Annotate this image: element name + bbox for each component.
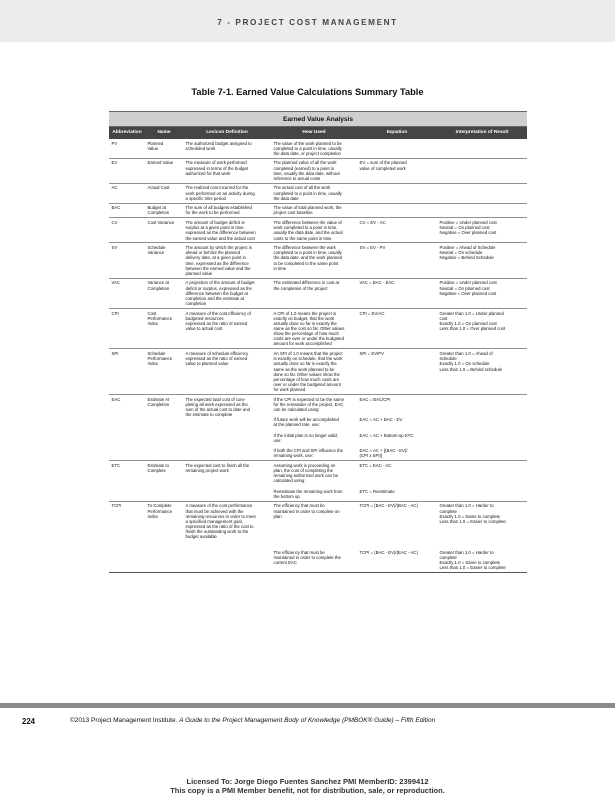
table-cell: The amount by which the project is ahead or behind the planned delivery date, at a given point in time, expressed as the difference between the earned value and the planned value	[183, 243, 271, 278]
table-cell: A measure of the cost performance that must be achieved with the remaining resources in order to meet a specified management goal, expressed as the ratio of the cost to finish the outstanding work to the budget available	[183, 501, 271, 572]
table-cell: The expected cost to finish all the remaining project work	[183, 461, 271, 501]
earned-value-table	[109, 111, 527, 573]
table-cell: SV = EV - PV	[357, 243, 437, 278]
column-header: Equation	[357, 127, 437, 139]
table-cell: CPI = EV/AC	[357, 308, 437, 348]
table-cell	[437, 139, 527, 158]
column-header: How Used	[271, 127, 357, 139]
table-cell: CV	[109, 218, 145, 243]
table-header-row	[109, 127, 527, 139]
page-number: 224	[22, 717, 36, 726]
table-cell: EAC	[109, 395, 145, 461]
table-cell: Schedule Performance Index	[145, 349, 183, 395]
table-cell: A projection of the amount of budget deficit or surplus, expressed as the difference between the budget at completion and the estimate at completion	[183, 278, 271, 308]
table-cell	[437, 395, 527, 461]
table-row	[109, 139, 527, 158]
table-cell: Greater than 1.0 = Ahead of schedule Exactly 1.0 = On schedule Less than 1.0 = Behind schedule	[437, 349, 527, 395]
table-title: Table 7-1. Earned Value Calculations Summary Table	[191, 87, 424, 97]
table-cell: The estimated difference in cost at the completion of the project	[271, 278, 357, 308]
license-line-2: This copy is a PMI Member benefit, not for distribution, sale, or reproduction.	[170, 786, 445, 795]
table-cell: Assuming work is proceeding on plan, the cost of completing the remaining authorized work can be calculated using: Reestimate the remaining work from the bottom up	[271, 461, 357, 501]
table-row	[109, 501, 527, 572]
column-header: Lexicon Definition	[183, 127, 271, 139]
table-cell: The value of total planned work, the project cost baseline	[271, 203, 357, 218]
table-cell: The actual cost of all the work completed to a point in time, usually the data date	[271, 183, 357, 203]
table-cell: An SPI of 1.0 means that the project is exactly on schedule, that the work actually done so far is exactly the same as the work planned to be done so far. Other values show the percentage of how much costs are over or under the budgeted amount for work planned	[271, 349, 357, 395]
table-cell: PV	[109, 139, 145, 158]
table-cell: Budget at Completion	[145, 203, 183, 218]
table-cell: EAC = BAC/CPI EAC = AC + BAC - EV EAC = AC + Bottom-up ETC EAC = AC + [(BAC - EV)/ (CPI x SPI)]	[357, 395, 437, 461]
table-cell: The difference between the value of work completed to a point in time, usually the data date, and the actual costs to the same point in time	[271, 218, 357, 243]
license-line-1: Licensed To: Jorge Diego Fuentes Sanchez PMI MemberID: 2399412	[186, 777, 429, 786]
table-cell: TCPI	[109, 501, 145, 572]
book-title: A Guide to the Project Management Body of Knowledge (PMBOK® Guide) – Fifth Edition	[179, 717, 436, 724]
table-cell: SPI = EV/PV	[357, 349, 437, 395]
table-cell: Estimate At Completion	[145, 395, 183, 461]
table-cell: ETC = EAC - AC ETC = Reestimate	[357, 461, 437, 501]
table-cell	[437, 158, 527, 183]
table-cell: Earned Value	[145, 158, 183, 183]
table-cell: The expected total cost of com- pleting all work expressed as the sum of the actual cost to date and the estimate to complete	[183, 395, 271, 461]
table-cell: Positive = Under planned cost Neutral = On planned cost Negative = Over planned cost	[437, 218, 527, 243]
table-cell: The difference between the work completed to a point in time, usually the data date, and the work planned to be completed to the same point in time	[271, 243, 357, 278]
chapter-header: 7 - PROJECT COST MANAGEMENT	[217, 18, 398, 27]
table-cell: Greater than 1.0 = Under planned cost Exactly 1.0 = On planned cost Less than 1.0 = Over planned cost	[437, 308, 527, 348]
table-row	[109, 395, 527, 461]
table-cell	[357, 203, 437, 218]
table-body	[109, 139, 527, 573]
column-header: Abbreviation	[109, 127, 145, 139]
table-cell: A measure of the cost efficiency of budgeted resources expressed as the ratio of earned value to actual cost	[183, 308, 271, 348]
column-header: Name	[145, 127, 183, 139]
table-cell: VAC = BAC - EAC	[357, 278, 437, 308]
table-cell: BAC	[109, 203, 145, 218]
table-row	[109, 461, 527, 501]
table-cell: CPI	[109, 308, 145, 348]
copyright-prefix: ©2013 Project Management Institute.	[70, 717, 180, 724]
table-cell: The amount of budget deficit or surplus at a given point in time, expressed as the difference between the earned value and the actual cost	[183, 218, 271, 243]
table-cell: The planned value of all the work completed (earned) to a point in time, usually the data date, without reference to actual costs	[271, 158, 357, 183]
table-cell: A CPI of 1.0 means the project is exactly on budget, that the work actually done so far is exactly the same as the cost so far. Other values show the percentage of how much costs are over or under the budgeted amount for work accomplished	[271, 308, 357, 348]
table-row	[109, 158, 527, 183]
table-cell: The value of the work planned to be completed to a point in time, usually the data date, or project completion	[271, 139, 357, 158]
table-cell	[357, 183, 437, 203]
table-cell: EV = sum of the planned value of completed work	[357, 158, 437, 183]
table-row	[109, 349, 527, 395]
table-cell: The authorized budget assigned to scheduled work	[183, 139, 271, 158]
table-cell: TCPI = (BAC - EV)/(BAC - AC) TCPI = (BAC - EV)/(EAC - AC)	[357, 501, 437, 572]
table-cell: AC	[109, 183, 145, 203]
table-cell: Schedule Variance	[145, 243, 183, 278]
table-cell: Planned Value	[145, 139, 183, 158]
table-cell	[437, 183, 527, 203]
column-header: Interpretation of Result	[437, 127, 527, 139]
table-cell: A measure of schedule efficiency expressed as the ratio of earned value to planned value	[183, 349, 271, 395]
table-cell	[437, 203, 527, 218]
table-cell: SPI	[109, 349, 145, 395]
table-cell	[357, 139, 437, 158]
table-cell: SV	[109, 243, 145, 278]
table-row	[109, 278, 527, 308]
table-cell: Variance at Completion	[145, 278, 183, 308]
table-cell	[437, 461, 527, 501]
table-cell: The efficiency that must be maintained in order to complete on plan The efficiency that must be maintained in order to complete the current EAC	[271, 501, 357, 572]
table-section-heading: Earned Value Analysis	[109, 111, 527, 127]
table-cell: Greater than 1.0 = Harder to complete Exactly 1.0 = Same to complete Less than 1.0 = Easier to complete Greater than 1.0 = Harder to complete Exactly 1.0 = Same to complete Less than 1.0 = Easier to complete	[437, 501, 527, 572]
table-row	[109, 243, 527, 278]
table-cell: Estimate to Complete	[145, 461, 183, 501]
table-cell: VAC	[109, 278, 145, 308]
table-cell: The sum of all budgets established for the work to be performed	[183, 203, 271, 218]
table-cell: CV = EV - AC	[357, 218, 437, 243]
table-cell: ETC	[109, 461, 145, 501]
table-row	[109, 183, 527, 203]
table-row	[109, 308, 527, 348]
copyright-line	[70, 717, 610, 724]
table-cell: EV	[109, 158, 145, 183]
table-cell: Positive = Under planned cost Neutral = On planned cost Negative = Over planned cost	[437, 278, 527, 308]
table-cell: Cost Variance	[145, 218, 183, 243]
footer-rule	[0, 703, 615, 708]
table-row	[109, 218, 527, 243]
table-cell: The realized cost incurred for the work performed on an activity during a specific time period	[183, 183, 271, 203]
table-cell: The measure of work performed expressed in terms of the budget authorized for that work	[183, 158, 271, 183]
table-cell: Cost Performance Index	[145, 308, 183, 348]
ev-table-grid	[109, 127, 527, 573]
table-cell: Actual Cost	[145, 183, 183, 203]
table-cell: To Complete Performance Index	[145, 501, 183, 572]
table-cell: If the CPI is expected to be the same for the remainder of the project, EAC can be calculated using: If future work will be accomplished at the planned rate, use: If the initial plan is no longer valid, use: If both the CPI and SPI influence the remaining work, use:	[271, 395, 357, 461]
table-row	[109, 203, 527, 218]
table-cell: Positive = Ahead of Schedule Neutral = On schedule Negative = Behind Schedule	[437, 243, 527, 278]
